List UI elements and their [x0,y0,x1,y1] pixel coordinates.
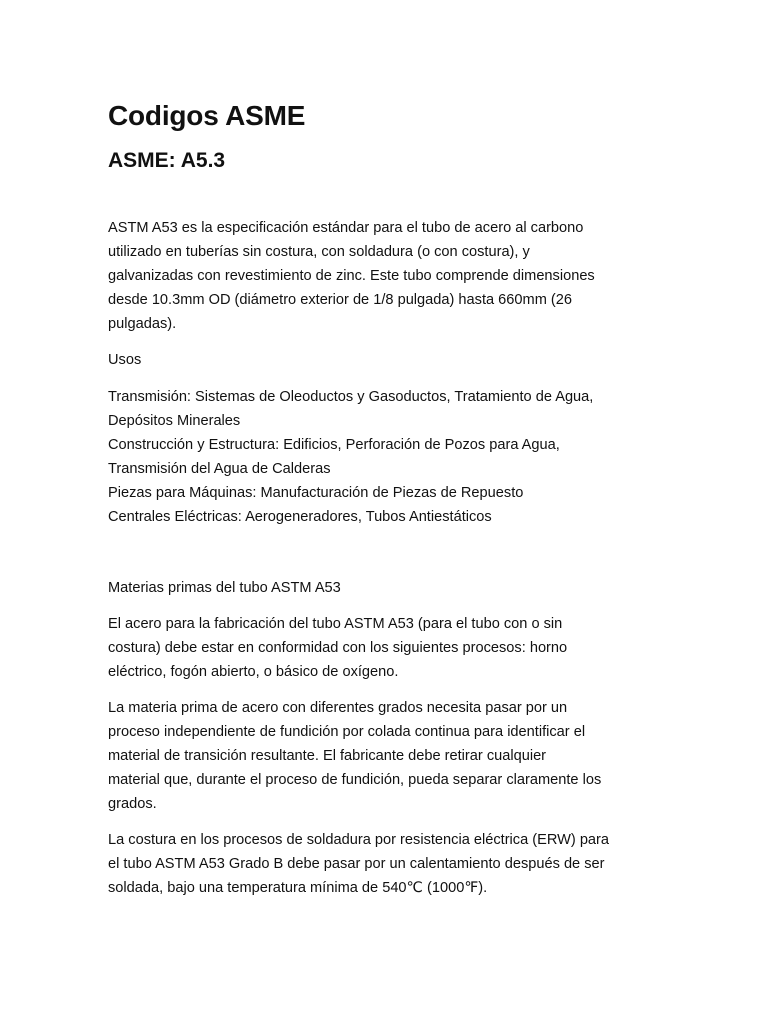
usos-line: Transmisión: Sistemas de Oleoductos y Gasoductos, Tratamiento de Agua, [108,389,594,405]
paragraph-line: el tubo ASTM A53 Grado B debe pasar por un calentamiento después de ser [108,856,605,872]
paragraph-line: grados. [108,796,157,812]
paragraph-line: costura) debe estar en conformidad con los siguientes procesos: horno [108,640,568,656]
usos-line: Depósitos Minerales [108,413,241,429]
usos-list [108,385,668,529]
paragraph-line: El acero para la fabricación del tubo ASTM A53 (para el tubo con o sin [108,616,563,632]
usos-line: Centrales Eléctricas: Aerogeneradores, Tubos Antiestáticos [108,509,492,525]
intro-line: desde 10.3mm OD (diámetro exterior de 1/8 pulgada) hasta 660mm (26 [108,292,572,308]
document-subtitle: ASME: A5.3 [108,149,226,172]
intro-paragraph [108,216,668,336]
paragraph-line: proceso independiente de fundición por colada continua para identificar el [108,724,586,740]
paragraph-line: La costura en los procesos de soldadura por resistencia eléctrica (ERW) para [108,832,610,848]
usos-line: Construcción y Estructura: Edificios, Perforación de Pozos para Agua, [108,437,560,453]
paragraph-fabricacion [108,612,668,684]
intro-line: galvanizadas con revestimiento de zinc. Este tubo comprende dimensiones [108,268,595,284]
intro-line: pulgadas). [108,316,177,332]
materias-heading: Materias primas del tubo ASTM A53 [108,580,341,596]
paragraph-line: material que, durante el proceso de fundición, pueda separar claramente los [108,772,602,788]
paragraph-line: material de transición resultante. El fabricante debe retirar cualquier [108,748,547,764]
paragraph-line: La materia prima de acero con diferentes grados necesita pasar por un [108,700,568,716]
intro-line: utilizado en tuberías sin costura, con soldadura (o con costura), y [108,244,530,260]
paragraph-line: eléctrico, fogón abierto, o básico de oxígeno. [108,664,399,680]
usos-heading: Usos [108,352,142,368]
usos-line: Piezas para Máquinas: Manufacturación de Piezas de Repuesto [108,485,524,501]
paragraph-materia-prima [108,696,668,816]
paragraph-costura [108,828,668,900]
document-title: Codigos ASME [108,100,306,131]
paragraph-line: soldada, bajo una temperatura mínima de 540℃ (1000℉). [108,880,488,896]
usos-line: Transmisión del Agua de Calderas [108,461,331,477]
intro-line: ASTM A53 es la especificación estándar para el tubo de acero al carbono [108,220,584,236]
